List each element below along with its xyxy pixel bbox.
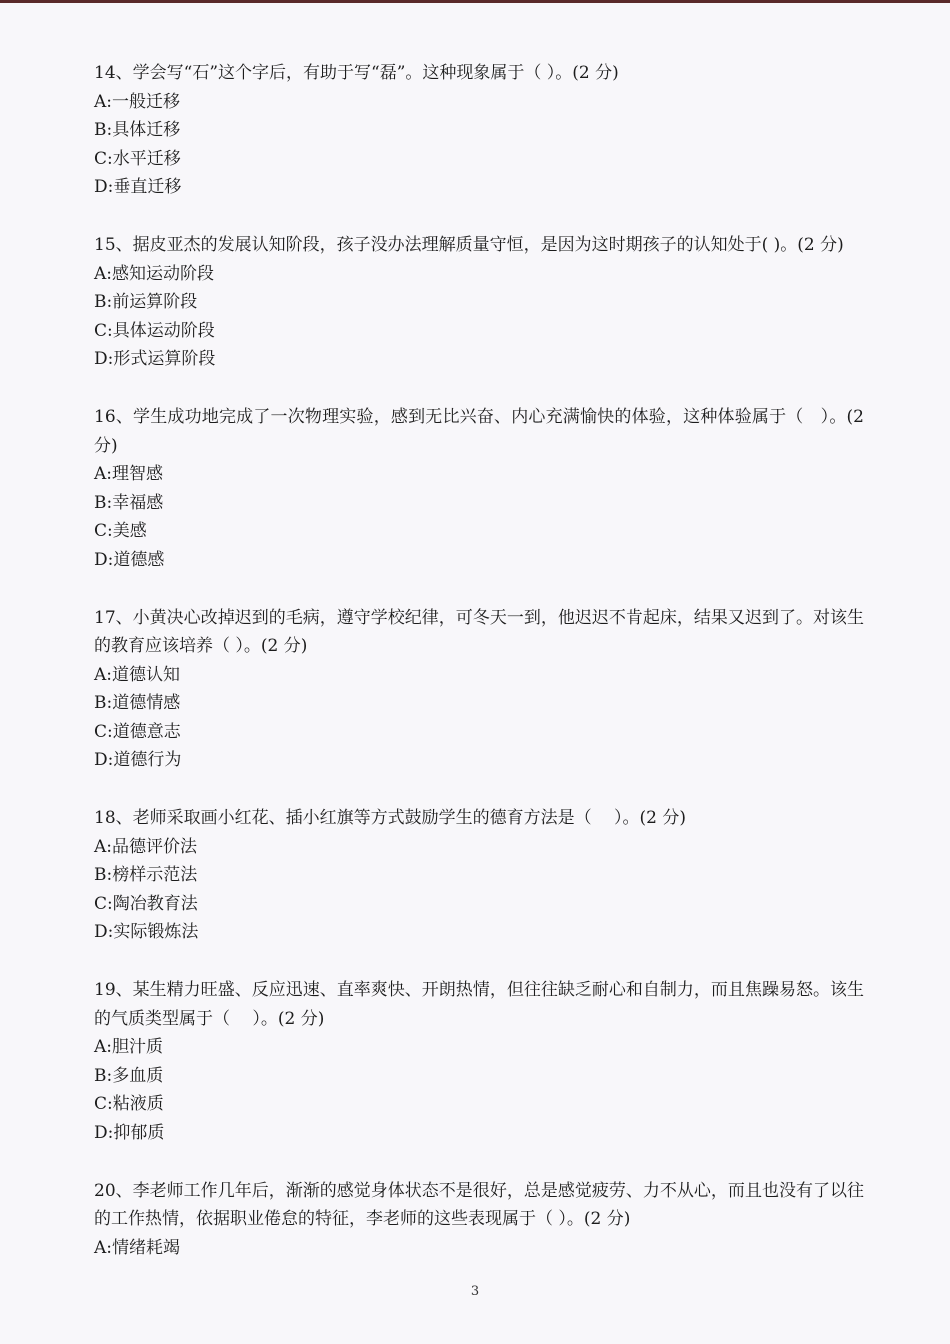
option-a: A:情绪耗竭: [94, 1237, 181, 1258]
option-d: D:形式运算阶段: [94, 349, 216, 370]
option-a: A:品德评价法: [94, 836, 198, 857]
question-18: [94, 804, 864, 947]
option-c: C:粘液质: [94, 1094, 164, 1115]
option-b: B:幸福感: [94, 492, 164, 513]
option-d: D:抑郁质: [94, 1123, 165, 1143]
question-stem: 15、据皮亚杰的发展认知阶段，孩子没办法理解质量守恒，是因为这时期孩子的认知处于( )。(2 分): [94, 234, 844, 255]
question-16: [94, 403, 864, 575]
question-list: [94, 59, 864, 1291]
option-b: B:多血质: [94, 1065, 164, 1086]
option-c: C:水平迁移: [94, 148, 181, 169]
page-number: 3: [470, 1284, 480, 1299]
option-d: D:垂直迁移: [94, 177, 182, 198]
question-19: [94, 976, 864, 1148]
question-stem: 19、某生精力旺盛、反应迅速、直率爽快、开朗热情，但往往缺乏耐心和自制力，而且焦躁易怒。该生的气质类型属于（ ）。(2 分): [94, 980, 864, 1029]
option-c: C:美感: [94, 521, 147, 542]
question-stem: 14、学会写“石”这个字后，有助于写“磊”。这种现象属于（ ）。(2 分): [94, 63, 619, 83]
option-a: A:胆汁质: [94, 1037, 164, 1058]
question-17: [94, 604, 864, 776]
option-b: B:具体迁移: [94, 120, 181, 141]
option-a: A:道德认知: [94, 664, 181, 685]
question-15: [94, 231, 864, 374]
option-b: B:榜样示范法: [94, 865, 198, 886]
option-c: C:道德意志: [94, 721, 181, 742]
option-d: D:实际锻炼法: [94, 922, 199, 943]
option-d: D:道德行为: [94, 750, 182, 771]
question-stem: 18、老师采取画小红花、插小红旗等方式鼓励学生的德育方法是（ ）。(2 分): [94, 808, 687, 829]
question-14: [94, 59, 864, 202]
option-a: A:理智感: [94, 464, 164, 485]
option-b: B:前运算阶段: [94, 292, 198, 313]
option-c: C:具体运动阶段: [94, 320, 215, 341]
option-a: A:一般迁移: [94, 91, 181, 112]
question-stem: 20、李老师工作几年后，渐渐的感觉身体状态不是很好，总是感觉疲劳、力不从心，而且也没有了以往的工作热情，依据职业倦怠的特征，李老师的这些表现属于（ ）。(2 分): [94, 1180, 864, 1230]
option-b: B:道德情感: [94, 693, 181, 714]
question-stem: 16、学生成功地完成了一次物理实验，感到无比兴奋、内心充满愉快的体验，这种体验属于（ ）。(2 分): [94, 406, 864, 456]
option-c: C:陶冶教育法: [94, 893, 198, 914]
question-stem: 17、小黄决心改掉迟到的毛病，遵守学校纪律，可冬天一到，他迟迟不肯起床，结果又迟到了。对该生的教育应该培养（ ）。(2 分): [94, 607, 864, 657]
option-a: A:感知运动阶段: [94, 263, 215, 284]
option-d: D:道德感: [94, 549, 165, 570]
question-20: [94, 1177, 864, 1263]
top-border-rule: [0, 0, 950, 3]
